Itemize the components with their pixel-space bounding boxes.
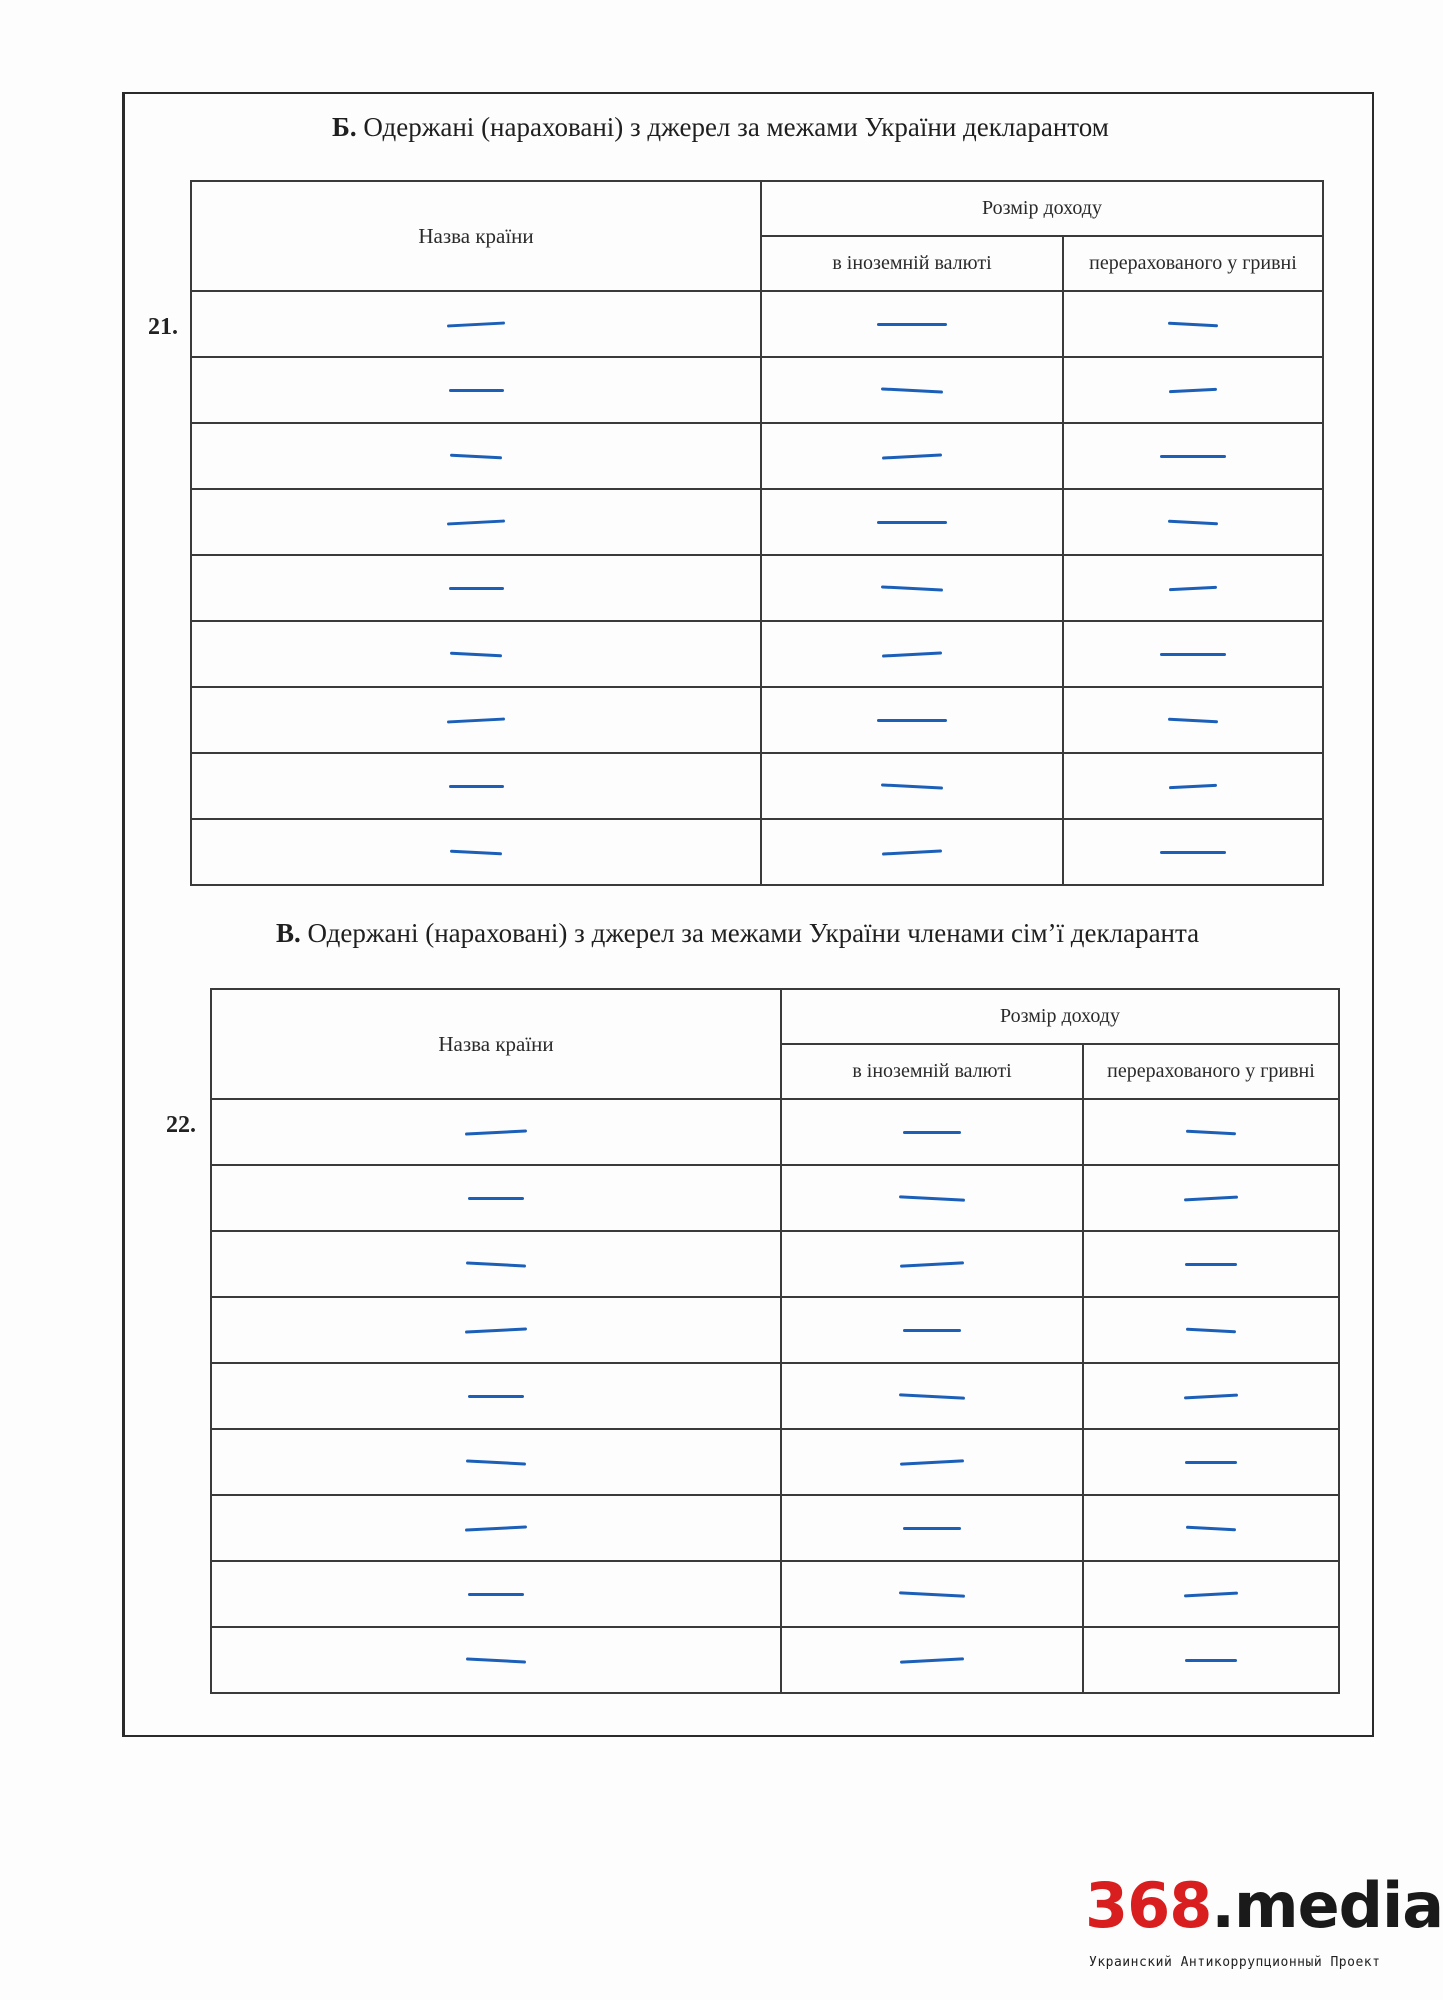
handwritten-dash — [449, 389, 504, 392]
converted-uah-cell — [1083, 1165, 1339, 1231]
converted-uah-cell — [1063, 357, 1323, 423]
foreign-currency-cell — [761, 555, 1063, 621]
table-row — [191, 555, 1323, 621]
foreign-currency-cell — [761, 753, 1063, 819]
converted-uah-cell — [1063, 555, 1323, 621]
table-row — [211, 1231, 1339, 1297]
converted-uah-cell — [1083, 1429, 1339, 1495]
country-cell — [211, 1561, 781, 1627]
foreign-currency-cell — [761, 687, 1063, 753]
country-cell — [191, 555, 761, 621]
foreign-currency-cell — [761, 357, 1063, 423]
section-b-title-text: Одержані (нараховані) з джерел за межами України декларантом — [363, 112, 1109, 142]
watermark-logo — [1085, 1869, 1443, 1995]
foreign-currency-cell — [761, 819, 1063, 885]
handwritten-dash — [882, 849, 942, 855]
header-income-size: Розмір доходу — [761, 181, 1323, 236]
handwritten-dash — [881, 387, 943, 393]
handwritten-dash — [1185, 1263, 1237, 1266]
watermark-domain: .media — [1211, 1869, 1443, 1942]
table-row — [191, 621, 1323, 687]
converted-uah-cell — [1083, 1363, 1339, 1429]
converted-uah-cell — [1063, 489, 1323, 555]
handwritten-dash — [449, 785, 504, 788]
handwritten-dash — [1160, 653, 1226, 656]
handwritten-dash — [1186, 1129, 1236, 1135]
foreign-currency-cell — [761, 621, 1063, 687]
converted-uah-cell — [1083, 1099, 1339, 1165]
handwritten-dash — [466, 1459, 526, 1465]
country-cell — [191, 489, 761, 555]
handwritten-dash — [449, 587, 504, 590]
table-row — [191, 357, 1323, 423]
handwritten-dash — [882, 453, 942, 459]
handwritten-dash — [900, 1261, 964, 1267]
country-cell — [191, 819, 761, 885]
foreign-currency-cell — [781, 1297, 1083, 1363]
handwritten-dash — [450, 453, 502, 459]
converted-uah-cell — [1083, 1561, 1339, 1627]
handwritten-dash — [447, 519, 505, 525]
handwritten-dash — [877, 521, 947, 524]
section-c-income-table — [210, 988, 1340, 1694]
header-foreign-currency: в іноземній валюті — [781, 1044, 1083, 1099]
handwritten-dash — [447, 717, 505, 723]
header-converted-uah: перерахованого у гривні — [1063, 236, 1323, 291]
foreign-currency-cell — [781, 1561, 1083, 1627]
handwritten-dash — [1186, 1327, 1236, 1333]
converted-uah-cell — [1083, 1495, 1339, 1561]
converted-uah-cell — [1063, 621, 1323, 687]
handwritten-dash — [466, 1657, 526, 1663]
table-row — [211, 1561, 1339, 1627]
handwritten-dash — [468, 1395, 524, 1398]
handwritten-dash — [1184, 1591, 1238, 1597]
watermark-number: 368 — [1085, 1869, 1212, 1942]
header-country: Назва країни — [191, 181, 761, 291]
country-cell — [191, 621, 761, 687]
country-cell — [211, 1165, 781, 1231]
section-c-row-number: 22. — [166, 1112, 196, 1138]
handwritten-dash — [900, 1657, 964, 1663]
foreign-currency-cell — [781, 1099, 1083, 1165]
converted-uah-cell — [1063, 753, 1323, 819]
section-b-income-table — [190, 180, 1324, 886]
handwritten-dash — [877, 719, 947, 722]
country-cell — [191, 357, 761, 423]
handwritten-dash — [1184, 1195, 1238, 1201]
handwritten-dash — [1160, 851, 1226, 854]
foreign-currency-cell — [781, 1627, 1083, 1693]
handwritten-dash — [1168, 519, 1218, 525]
section-b-row-number: 21. — [148, 314, 178, 340]
handwritten-dash — [877, 323, 947, 326]
watermark-tagline: Украинский Антикоррупционный Проект — [1089, 1955, 1381, 1970]
handwritten-dash — [1186, 1525, 1236, 1531]
table-row — [211, 1429, 1339, 1495]
foreign-currency-cell — [781, 1231, 1083, 1297]
country-cell — [211, 1231, 781, 1297]
handwritten-dash — [465, 1129, 527, 1135]
table-row — [211, 1297, 1339, 1363]
converted-uah-cell — [1083, 1231, 1339, 1297]
handwritten-dash — [881, 585, 943, 591]
table-row — [191, 753, 1323, 819]
converted-uah-cell — [1063, 819, 1323, 885]
table-row — [191, 687, 1323, 753]
handwritten-dash — [1169, 585, 1217, 591]
foreign-currency-cell — [781, 1363, 1083, 1429]
foreign-currency-cell — [761, 423, 1063, 489]
table-row — [211, 1495, 1339, 1561]
section-c-title-text: Одержані (нараховані) з джерел за межами України членами сім’ї декларанта — [307, 918, 1200, 948]
handwritten-dash — [1169, 387, 1217, 393]
foreign-currency-cell — [781, 1165, 1083, 1231]
handwritten-dash — [1185, 1659, 1237, 1662]
header-foreign-currency: в іноземній валюті — [761, 236, 1063, 291]
country-cell — [191, 423, 761, 489]
foreign-currency-cell — [781, 1429, 1083, 1495]
country-cell — [211, 1099, 781, 1165]
handwritten-dash — [903, 1131, 961, 1134]
handwritten-dash — [465, 1525, 527, 1531]
country-cell — [191, 291, 761, 357]
header-converted-uah: перерахованого у гривні — [1083, 1044, 1339, 1099]
foreign-currency-cell — [761, 291, 1063, 357]
country-cell — [211, 1363, 781, 1429]
country-cell — [211, 1429, 781, 1495]
header-income-size: Розмір доходу — [781, 989, 1339, 1044]
country-cell — [211, 1627, 781, 1693]
handwritten-dash — [881, 783, 943, 789]
converted-uah-cell — [1063, 687, 1323, 753]
handwritten-dash — [899, 1195, 965, 1201]
table-row — [211, 1363, 1339, 1429]
table-row — [191, 291, 1323, 357]
converted-uah-cell — [1083, 1627, 1339, 1693]
table-row — [191, 489, 1323, 555]
section-c-prefix: В. — [276, 918, 301, 948]
converted-uah-cell — [1063, 423, 1323, 489]
handwritten-dash — [1184, 1393, 1238, 1399]
country-cell — [211, 1495, 781, 1561]
table-row — [211, 1165, 1339, 1231]
handwritten-dash — [1168, 321, 1218, 327]
handwritten-dash — [450, 651, 502, 657]
handwritten-dash — [468, 1593, 524, 1596]
converted-uah-cell — [1083, 1297, 1339, 1363]
watermark-wordmark — [1085, 1869, 1443, 1942]
country-cell — [191, 753, 761, 819]
table-row — [191, 423, 1323, 489]
section-c-title — [276, 918, 1199, 949]
handwritten-dash — [447, 321, 505, 327]
handwritten-dash — [899, 1393, 965, 1399]
table-row — [191, 819, 1323, 885]
foreign-currency-cell — [761, 489, 1063, 555]
handwritten-dash — [465, 1327, 527, 1333]
header-country: Назва країни — [211, 989, 781, 1099]
handwritten-dash — [466, 1261, 526, 1267]
handwritten-dash — [468, 1197, 524, 1200]
handwritten-dash — [1168, 717, 1218, 723]
handwritten-dash — [899, 1591, 965, 1597]
country-cell — [191, 687, 761, 753]
foreign-currency-cell — [781, 1495, 1083, 1561]
handwritten-dash — [1160, 455, 1226, 458]
table-row — [211, 1627, 1339, 1693]
handwritten-dash — [903, 1527, 961, 1530]
handwritten-dash — [450, 849, 502, 855]
handwritten-dash — [882, 651, 942, 657]
section-b-title — [332, 112, 1109, 143]
handwritten-dash — [1185, 1461, 1237, 1464]
handwritten-dash — [903, 1329, 961, 1332]
table-row — [211, 1099, 1339, 1165]
handwritten-dash — [1169, 783, 1217, 789]
country-cell — [211, 1297, 781, 1363]
handwritten-dash — [900, 1459, 964, 1465]
converted-uah-cell — [1063, 291, 1323, 357]
section-b-prefix: Б. — [332, 112, 357, 142]
